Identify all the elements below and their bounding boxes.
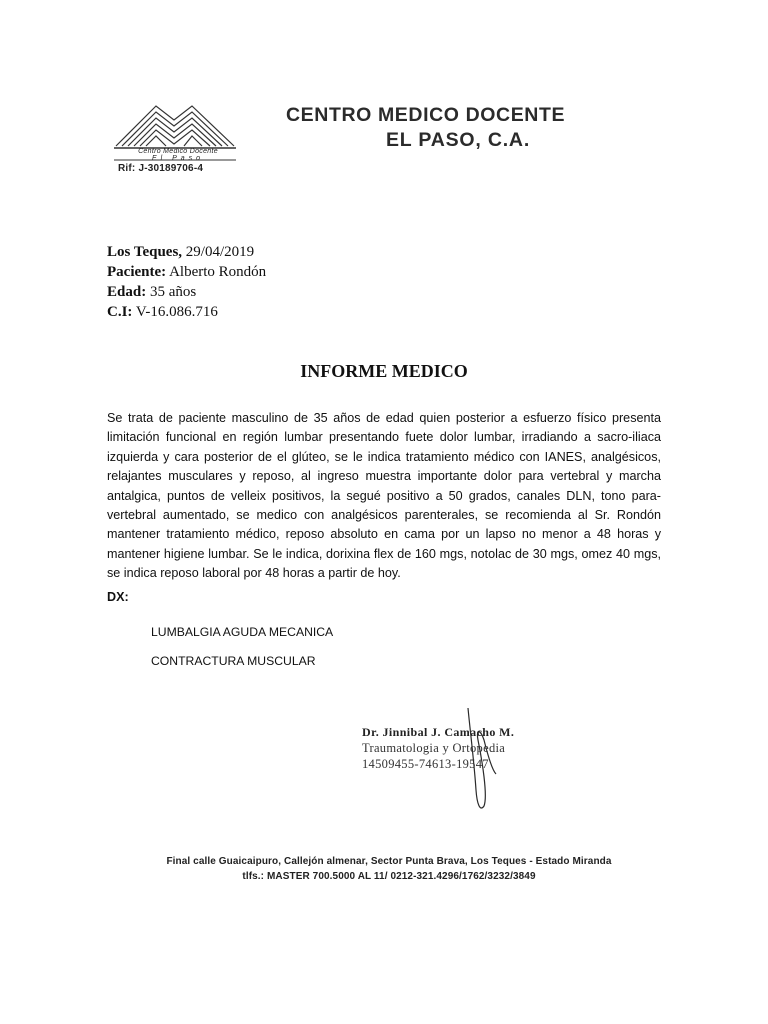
patient-age: 35 años [149, 284, 197, 300]
patient-row [107, 262, 266, 282]
age-label: Edad: [107, 284, 147, 300]
age-row [107, 282, 266, 302]
location-label: Los Teques, [107, 244, 183, 260]
doctor-name: Dr. Jinnibal J. Camacho M. [362, 725, 515, 739]
footer-address: Final calle Guaicaipuro, Callejón almenar, Sector Punta Brava, Los Teques - Estado Miranda [166, 856, 612, 867]
diagnosis-list [151, 618, 333, 676]
doctor-specialty: Traumatologia y Ortopedia [362, 741, 506, 755]
clinic-rif: Rif: J-30189706-4 [118, 163, 204, 174]
report-body: Se trata de paciente masculino de 35 años de edad quien posterior a esfuerzo físico presenta limitación funcional en región lumbar presentando fuete dolor lumbar, irradiando a sacro-iliaca izquierda y cara posterior de el glúteo, se le indica tratamiento médico con IANES, analgésicos, relajantes musculares y reposo, al ingreso muestra importante dolor para vertebral y marcha antalgica, puntos de velleix positivos, la segué positivo a 50 grados, canales DLN, tono para-vertebral aumentado, se medico con analgésicos parenterales, se recomienda al Sr. Rondón mantener tratamiento médico, reposo absoluto en cama por un lapso no menor a 48 horas y mantener higiene lumbar. Se le indica, dorixina flex de 160 mgs, notolac de 30 mgs, omez 40 mgs, se indica reposo laboral por 48 horas a partir de hoy. [107, 411, 661, 581]
signature-block [362, 724, 514, 772]
ci-row [107, 302, 266, 322]
logo-caption: Centro Medico Docente El Paso [138, 148, 218, 162]
footer [0, 854, 768, 884]
footer-phones: tlfs.: MASTER 700.5000 AL 11/ 0212-321.4296/1762/3232/3849 [242, 871, 536, 882]
date-row [107, 242, 266, 262]
ci-label: C.I: [107, 304, 133, 320]
patient-info [107, 242, 266, 322]
report-title: INFORME MEDICO [300, 361, 468, 381]
patient-label: Paciente: [107, 264, 167, 280]
patient-name: Alberto Rondón [169, 264, 267, 280]
patient-ci: V-16.086.716 [135, 304, 218, 320]
report-date: 29/04/2019 [185, 244, 255, 260]
clinic-name: CENTRO MEDICO DOCENTE [286, 104, 566, 126]
diagnosis-label: DX: [107, 590, 129, 604]
diagnosis-item: LUMBALGIA AGUDA MECANICA [151, 625, 334, 639]
clinic-name-2: EL PASO, C.A. [386, 129, 531, 151]
doctor-registration: 14509455-74613-19547 [362, 757, 489, 771]
diagnosis-item: CONTRACTURA MUSCULAR [151, 654, 316, 668]
